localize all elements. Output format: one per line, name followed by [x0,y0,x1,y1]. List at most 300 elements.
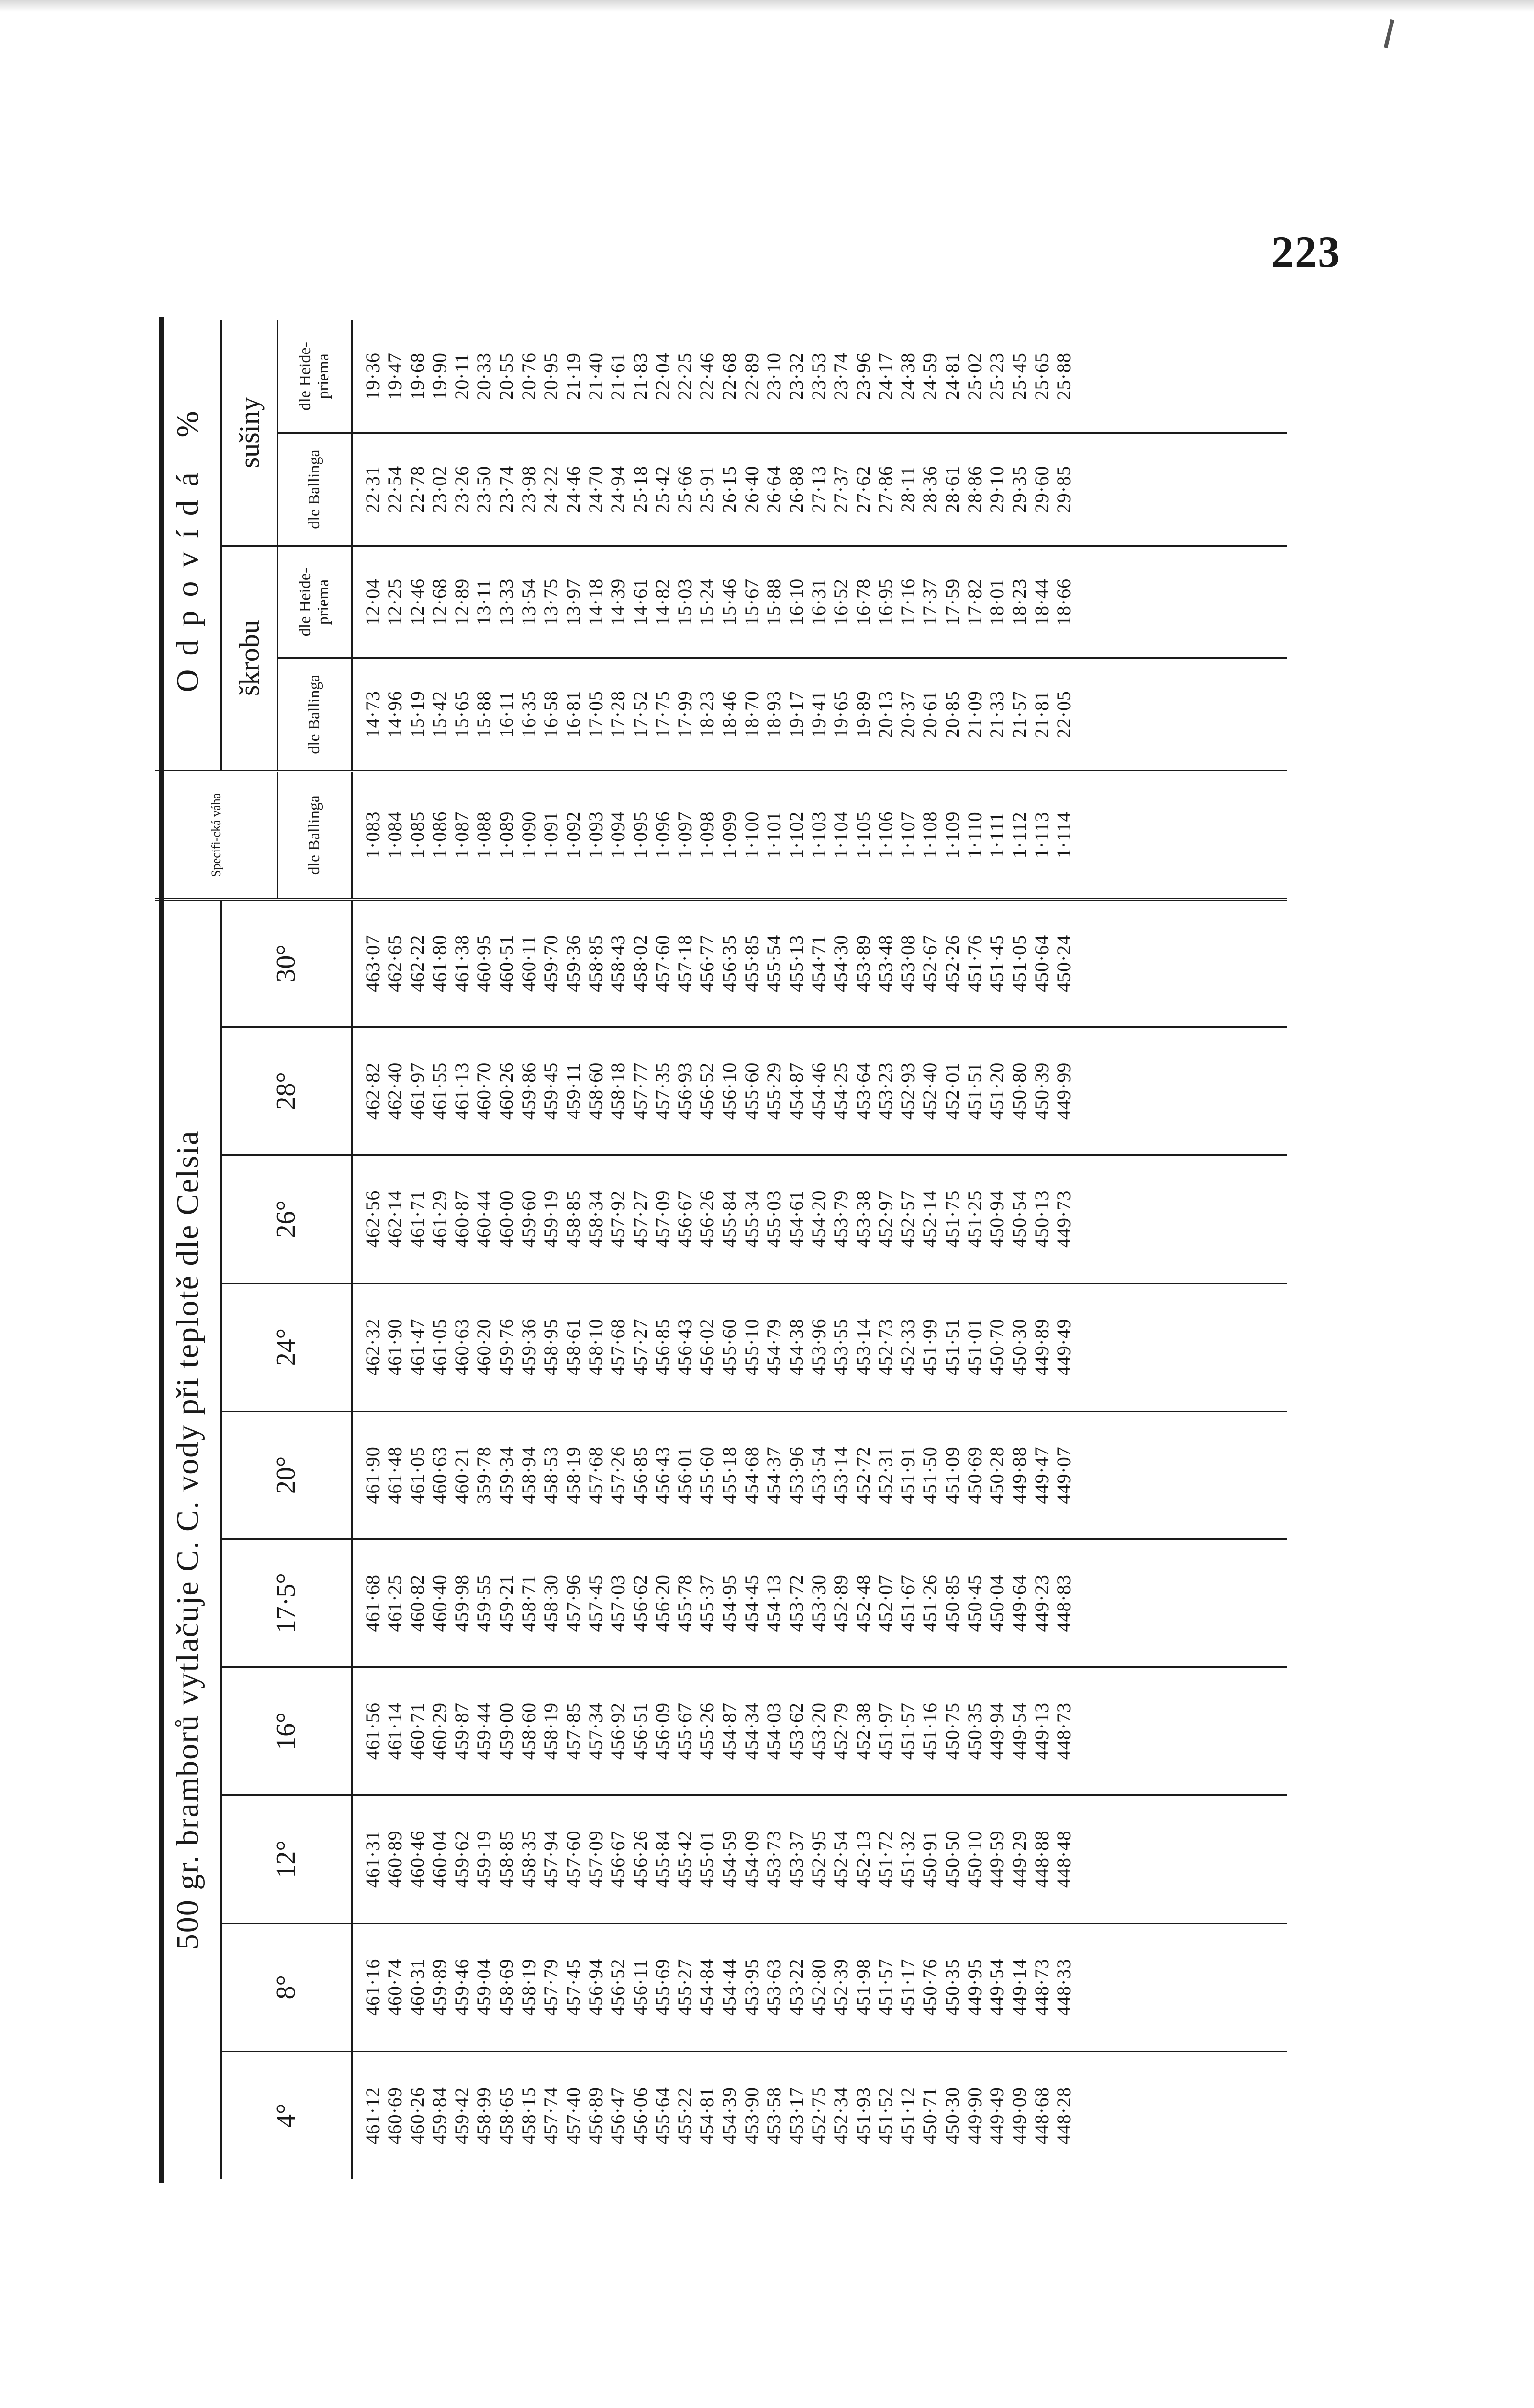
table-cell: 12·68 [428,578,450,626]
table-cell: 457·60 [651,934,673,993]
table-cell: 456·62 [629,1574,651,1632]
table-cell: 22·46 [696,353,718,400]
table-cell: 451·26 [919,1574,941,1632]
table-cell: 458·10 [584,1318,606,1376]
table-cell: 14·82 [651,578,673,626]
table-cell: 20·13 [874,690,896,738]
table-cell: 453·14 [830,1446,852,1504]
table-cell: 20·61 [919,690,941,738]
table-cell: 455·27 [674,1958,696,2016]
table-cell: 16·52 [830,578,852,626]
table-cell: 454·59 [718,1830,740,1888]
table-cell: 29·10 [986,465,1008,513]
table-cell: 458·30 [540,1574,562,1632]
table-cell: 449·94 [986,1702,1008,1760]
table-cell: 449·99 [1053,1062,1075,1120]
table-cell: 450·80 [1008,1062,1030,1120]
temp-header-8: 8° [221,1923,352,2051]
table-cell: 451·93 [852,2087,874,2145]
table-cell: 456·93 [674,1062,696,1120]
table-cell: 458·19 [540,1702,562,1760]
table-cell: 455·84 [651,1830,673,1888]
table-cell: 16·58 [540,690,562,738]
table-cell: 24·70 [584,465,606,513]
table-cell: 453·14 [852,1318,874,1376]
table-cell: 451·57 [874,1958,896,2016]
table-cell: 454·87 [785,1062,807,1120]
table-cell: 457·18 [674,934,696,993]
table-cell: 457·45 [584,1574,606,1632]
table-cell: 17·16 [897,578,919,626]
table-cell: 456·26 [629,1830,651,1888]
table-cell: 457·60 [562,1830,584,1888]
temp-column-4 [352,2051,1287,2179]
table-cell: 454·37 [763,1446,785,1504]
table-cell: 26·88 [785,465,807,513]
table-cell: 461·38 [451,934,473,993]
table-cell: 451·20 [986,1062,1008,1120]
temp-header-26: 26° [221,1155,352,1283]
table-cell: 15·19 [406,690,428,738]
table-cell: 450·94 [986,1190,1008,1248]
table-cell: 451·17 [897,1958,919,2016]
table-cell: 455·34 [741,1190,763,1248]
temp-column-26 [352,1155,1287,1283]
table-cell: 12·25 [384,578,406,626]
table-cell: 461·16 [362,1958,383,2016]
table-cell: 458·99 [473,2087,495,2145]
table-cell: 24·22 [540,465,562,513]
skrobu-heideprie-header: dle Heide-priema [278,546,352,658]
table-cell: 460·26 [406,2087,428,2145]
table-cell: 1·085 [406,811,428,859]
table-cell: 457·94 [540,1830,562,1888]
table-cell: 462·65 [384,934,406,993]
table-cell: 459·84 [428,2087,450,2145]
table-cell: 451·97 [874,1702,896,1760]
table-cell: 455·67 [674,1702,696,1760]
table-cell: 1·091 [540,811,562,859]
table-cell: 17·75 [651,690,673,738]
table-cell: 456·51 [629,1702,651,1760]
table-cell: 454·87 [718,1702,740,1760]
table-cell: 457·27 [629,1318,651,1376]
table-cell: 460·04 [428,1830,450,1888]
table-cell: 1·088 [473,811,495,859]
table-cell: 17·99 [674,690,696,738]
table-cell: 460·31 [406,1958,428,2016]
table-cell: 29·60 [1030,465,1052,513]
skrobu-header: škrobu [221,546,278,771]
table-cell: 450·30 [941,2087,963,2145]
page-number: 223 [1272,227,1341,276]
table-cell: 460·74 [384,1958,406,2016]
table-cell: 458·71 [518,1574,540,1632]
temp-header-28: 28° [221,1027,352,1155]
table-cell: 456·77 [696,934,718,993]
table-cell: 450·70 [986,1318,1008,1376]
table-cell: 461·05 [406,1446,428,1504]
table-cell: 1·095 [629,811,651,859]
table-cell: 24·94 [607,465,629,513]
table-cell: 454·30 [830,934,852,993]
table-cell: 451·12 [897,2087,919,2145]
table-cell: 461·13 [451,1062,473,1120]
table-cell: 456·94 [584,1958,606,2016]
table-cell: 449·09 [1008,2087,1030,2145]
table-cell: 456·89 [584,2087,606,2145]
table-cell: 1·111 [986,812,1008,858]
table-cell: 18·70 [741,690,763,738]
table-cell: 460·44 [473,1190,495,1248]
table-cell: 459·36 [562,934,584,993]
susiny-header: sušiny [221,320,278,546]
table-cell: 29·35 [1008,465,1030,513]
table-cell: 24·38 [897,353,919,400]
table-cell: 13·54 [518,578,540,626]
table-cell: 454·13 [763,1574,785,1632]
table-cell: 12·46 [406,578,428,626]
table-cell: 460·29 [428,1702,450,1760]
table-cell: 450·04 [986,1574,1008,1632]
table-cell: 453·95 [741,1958,763,2016]
table-cell: 449·64 [1008,1574,1030,1632]
table-cell: 456·20 [651,1574,673,1632]
table-cell: 454·95 [718,1574,740,1632]
table-cell: 20·95 [540,353,562,400]
table-cell: 457·68 [584,1446,606,1504]
table-cell: 450·45 [964,1574,986,1632]
table-cell: 450·76 [919,1958,941,2016]
table-cell: 20·76 [518,353,540,400]
table-cell: 22·78 [406,465,428,513]
table-cell: 455·29 [763,1062,785,1120]
table-cell: 450·24 [1053,934,1075,993]
table-cell: 455·78 [674,1574,696,1632]
table-cell: 460·20 [473,1318,495,1376]
table-cell: 461·48 [384,1446,406,1504]
table-cell: 1·097 [674,811,696,859]
table-cell: 453·30 [807,1574,829,1632]
table-cell: 18·23 [696,690,718,738]
table-cell: 449·54 [986,1958,1008,2016]
table-cell: 27·37 [830,465,852,513]
table-cell: 1·103 [807,811,829,859]
table-cell: 15·42 [428,690,450,738]
table-cell: 22·89 [741,353,763,400]
table-cell: 458·43 [607,934,629,993]
table-cell: 457·74 [540,2087,562,2145]
table-cell: 455·10 [741,1318,763,1376]
table-cell: 462·32 [362,1318,383,1376]
table-cell: 25·88 [1053,353,1075,400]
table-cell: 452·13 [852,1830,874,1888]
table-cell: 454·45 [741,1574,763,1632]
temp-column-17-5 [352,1539,1287,1667]
table-cell: 450·28 [986,1446,1008,1504]
table-cell: 22·68 [718,353,740,400]
table-cell: 454·81 [696,2087,718,2145]
table-cell: 455·54 [763,934,785,993]
table-cell: 23·96 [852,353,874,400]
table-cell: 454·44 [718,1958,740,2016]
table-cell: 458·61 [562,1318,584,1376]
table-cell: 459·98 [451,1574,473,1632]
table-cell: 15·88 [763,578,785,626]
table-cell: 25·18 [629,465,651,513]
table-cell: 21·81 [1030,690,1052,738]
table-cell: 460·40 [428,1574,450,1632]
table-cell: 12·04 [362,578,383,626]
table-cell: 26·40 [741,465,763,513]
table-cell: 462·82 [362,1062,383,1120]
table-cell: 453·37 [785,1830,807,1888]
table-cell: 451·51 [964,1062,986,1120]
table-cell: 451·75 [941,1190,963,1248]
table-cell: 457·68 [607,1318,629,1376]
table-cell: 21·61 [607,353,629,400]
table-cell: 448·48 [1053,1830,1075,1888]
table-cell: 454·03 [763,1702,785,1760]
table-cell: 29·85 [1053,465,1075,513]
table-cell: 457·96 [562,1574,584,1632]
table-cell: 1·102 [785,811,807,859]
temp-header-4: 4° [221,2051,352,2179]
table-cell: 1·090 [518,811,540,859]
table-cell: 13·33 [495,578,517,626]
table-cell: 450·35 [941,1958,963,2016]
table-cell: 453·55 [830,1318,852,1376]
skrobu-heideprie-column [352,546,1287,658]
table-cell: 461·25 [384,1574,406,1632]
table-cell: 449·59 [986,1830,1008,1888]
table-cell: 456·06 [629,2087,651,2145]
table-cell: 16·81 [562,690,584,738]
table-cell: 453·90 [741,2087,763,2145]
table-cell: 450·75 [941,1702,963,1760]
table-cell: 448·73 [1030,1958,1052,2016]
table-cell: 455·13 [785,934,807,993]
table-cell: 459·76 [495,1318,517,1376]
table-cell: 452·93 [897,1062,919,1120]
table-cell: 452·14 [919,1190,941,1248]
table-cell: 460·46 [406,1830,428,1888]
table-cell: 455·60 [696,1446,718,1504]
table-cell: 450·50 [941,1830,963,1888]
table-cell: 1·094 [607,811,629,859]
table-cell: 450·10 [964,1830,986,1888]
table-cell: 451·76 [964,934,986,993]
table-cell: 23·74 [830,353,852,400]
table-cell: 449·95 [964,1958,986,2016]
table-cell: 452·01 [941,1062,963,1120]
table-cell: 453·17 [785,2087,807,2145]
table-cell: 1·112 [1008,811,1030,859]
table-cell: 1·110 [964,811,986,859]
table-cell: 19·17 [785,690,807,738]
table-cell: 452·07 [874,1574,896,1632]
table-cell: 454·46 [807,1062,829,1120]
table-cell: 23·98 [518,465,540,513]
table-cell: 459·60 [518,1190,540,1248]
table-cell: 457·34 [584,1702,606,1760]
table-cell: 455·84 [718,1190,740,1248]
table-cell: 456·85 [629,1446,651,1504]
table-cell: 454·84 [696,1958,718,2016]
table-cell: 461·05 [428,1318,450,1376]
table-cell: 28·36 [919,465,941,513]
table-cell: 457·35 [651,1062,673,1120]
table-cell: 17·52 [629,690,651,738]
table-cell: 458·65 [495,2087,517,2145]
table-cell: 450·13 [1030,1190,1052,1248]
table-cell: 458·94 [518,1446,540,1504]
table-cell: 449·29 [1008,1830,1030,1888]
table-cell: 457·77 [629,1062,651,1120]
table-cell: 454·34 [741,1702,763,1760]
table-cell: 458·19 [562,1446,584,1504]
table-cell: 13·11 [473,578,495,626]
table-cell: 459·46 [451,1958,473,2016]
table-cell: 458·15 [518,2087,540,2145]
table-cell: 453·62 [785,1702,807,1760]
table-cell: 460·11 [518,935,540,992]
table-cell: 452·48 [852,1574,874,1632]
table-cell: 452·73 [874,1318,896,1376]
table-cell: 1·099 [718,811,740,859]
table-cell: 451·25 [964,1190,986,1248]
table-cell: 19·36 [362,353,383,400]
table-cell: 458·85 [562,1190,584,1248]
table-cell: 462·40 [384,1062,406,1120]
table-cell: 460·00 [495,1190,517,1248]
table-cell: 453·96 [807,1318,829,1376]
table-cell: 456·26 [696,1190,718,1248]
table-cell: 455·26 [696,1702,718,1760]
table-cell: 457·09 [651,1190,673,1248]
table-cell: 25·91 [696,465,718,513]
table-cell: 21·83 [629,353,651,400]
table-cell: 452·72 [852,1446,874,1504]
table-cell: 459·42 [451,2087,473,2145]
temp-header-17-5: 17·5° [221,1539,352,1667]
table-cell: 18·01 [986,578,1008,626]
table-cell: 454·68 [741,1446,763,1504]
table-cell: 359·78 [473,1446,495,1504]
table-cell: 19·68 [406,353,428,400]
table-cell: 448·33 [1053,1958,1075,2016]
table-cell: 461·31 [362,1830,383,1888]
table-cell: 458·19 [518,1958,540,2016]
table-cell: 459·55 [473,1574,495,1632]
table-cell: 451·05 [1008,934,1030,993]
table-cell: 14·39 [607,578,629,626]
table-cell: 453·73 [763,1830,785,1888]
table-cell: 1·087 [451,811,473,859]
table-cell: 457·09 [584,1830,606,1888]
table-cell: 456·92 [607,1702,629,1760]
table-cell: 449·07 [1053,1446,1075,1504]
table-cell: 451·50 [919,1446,941,1504]
table-cell: 460·26 [495,1062,517,1120]
susiny-heideprie-header: dle Heide-priema [278,320,352,433]
table-cell: 1·114 [1053,811,1075,859]
table-cell: 454·71 [807,934,829,993]
table-cell: 451·98 [852,1958,874,2016]
table-cell: 25·02 [964,353,986,400]
table-cell: 461·12 [362,2087,383,2145]
table-cell: 451·91 [897,1446,919,1504]
table-cell: 458·35 [518,1830,540,1888]
table-cell: 16·11 [495,691,517,738]
table-cell: 17·28 [607,690,629,738]
table-cell: 1·083 [362,811,383,859]
table-cell: 25·42 [651,465,673,513]
table-cell: 457·03 [607,1574,629,1632]
table-cell: 28·86 [964,465,986,513]
table-cell: 456·10 [718,1062,740,1120]
table-cell: 13·97 [562,578,584,626]
table-cell: 17·82 [964,578,986,626]
table-cell: 461·14 [384,1702,406,1760]
table-cell: 450·54 [1008,1190,1030,1248]
table-cell: 27·62 [852,465,874,513]
table-cell: 455·37 [696,1574,718,1632]
table-cell: 15·88 [473,690,495,738]
table-cell: 462·56 [362,1190,383,1248]
table-cell: 15·03 [674,578,696,626]
table-cell: 452·97 [874,1190,896,1248]
table-cell: 449·49 [1053,1318,1075,1376]
table-cell: 461·68 [362,1574,383,1632]
table-cell: 1·107 [897,811,919,859]
table-cell: 458·34 [584,1190,606,1248]
table-cell: 459·00 [495,1702,517,1760]
table-cell: 449·89 [1030,1318,1052,1376]
table-cell: 453·48 [874,934,896,993]
table-cell: 22·25 [674,353,696,400]
table-cell: 17·37 [919,578,941,626]
table-cell: 23·02 [428,465,450,513]
table-cell: 457·79 [540,1958,562,2016]
table-cell: 454·20 [807,1190,829,1248]
table-cell: 19·65 [830,690,852,738]
table-cell: 453·79 [830,1190,852,1248]
odpovida-header: Odpovídá % [155,320,221,771]
table-cell: 450·39 [1030,1062,1052,1120]
table-cell: 15·65 [451,690,473,738]
table-cell: 458·02 [629,934,651,993]
table-cell: 461·90 [384,1318,406,1376]
table-cell: 462·14 [384,1190,406,1248]
table-cell: 20·55 [495,353,517,400]
table-cell: 450·91 [919,1830,941,1888]
table-cell: 460·89 [384,1830,406,1888]
table-cell: 451·99 [919,1318,941,1376]
table-cell: 25·66 [674,465,696,513]
table-cell: 21·09 [964,690,986,738]
table-cell: 449·88 [1008,1446,1030,1504]
table-cell: 455·42 [674,1830,696,1888]
table-cell: 459·21 [495,1574,517,1632]
table-cell: 454·39 [718,2087,740,2145]
table-cell: 450·71 [919,2087,941,2145]
table-cell: 19·47 [384,353,406,400]
table-cell: 14·18 [584,578,606,626]
table-cell: 459·70 [540,934,562,993]
table-cell: 22·04 [651,353,673,400]
table-cell: 456·35 [718,934,740,993]
